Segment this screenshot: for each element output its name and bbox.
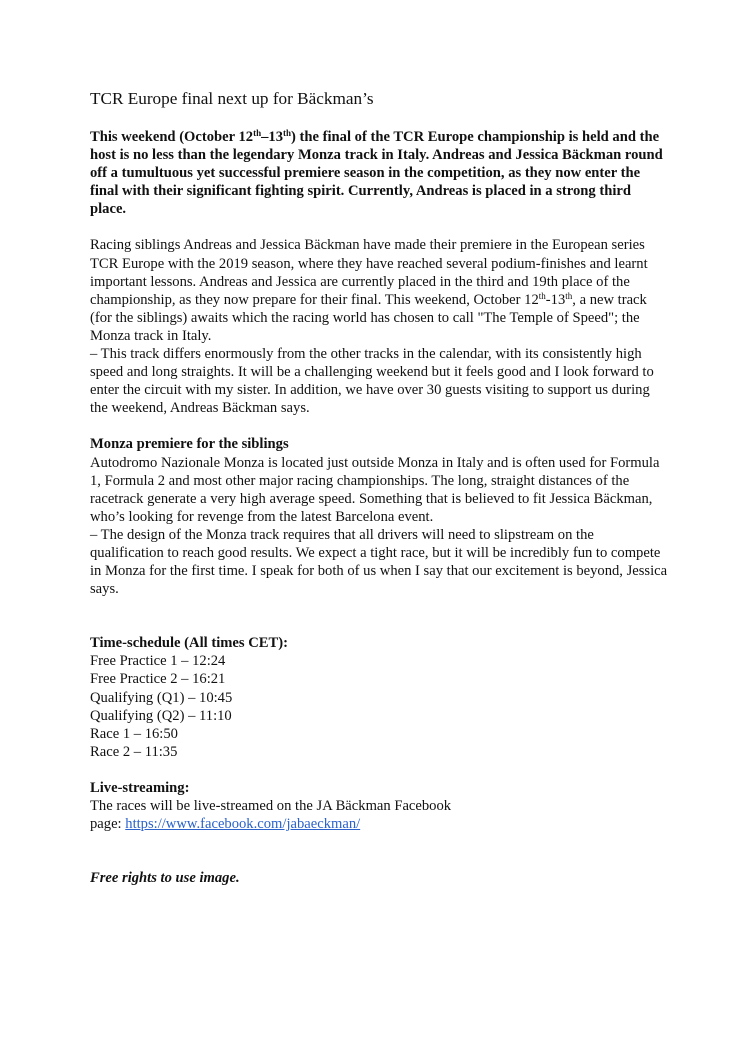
- streaming-line-1: The races will be live-streamed on the JA Bäckman Facebook: [90, 798, 452, 814]
- streaming-prefix: page:: [90, 816, 126, 833]
- intro-text-1: Racing siblings Andreas and Jessica Bäckman have made their premiere in the European series TCR Europe with the 2019 season, where they have reached several podium-finishes and learnt important lessons. Andreas and Jessica are currently placed in the third and 19th place of the championship, as they now prepare for their final. This weekend, October 12: [90, 237, 648, 308]
- intro-quote: – This track differs enormously from the other tracks in the calendar, with its consistently high speed and long straights. It will be a challenging weekend but it feels good and I look forward to enter the circuit with my sister. In addition, we have over 30 guests visiting to support us during the weekend, Andreas Bäckman says.: [90, 346, 654, 417]
- schedule-section: [90, 634, 670, 761]
- schedule-heading: Time-schedule (All times CET):: [90, 635, 288, 652]
- lead-text-3: ) the final of the TCR Europe championship is held and the host is no less than the legendary Monza track in Italy. Andreas and Jessica Bäckman round off a tumultuous yet successful premiere season in the competition, as they now enter the final with their significant fighting spirit. Currently, Andreas is placed in a strong third place.: [90, 129, 663, 218]
- lead-sup-1: th: [253, 128, 262, 138]
- facebook-link[interactable]: https://www.facebook.com/jabaeckman/: [125, 816, 361, 833]
- lead-text-1: This weekend (October 12: [90, 129, 254, 145]
- intro-section: [90, 236, 670, 417]
- intro-text-3: , a new track (for the siblings) awaits which the racing world has chosen to call "The Temple of Speed"; the Monza track in Italy.: [90, 291, 647, 344]
- lead-text-2: –13: [261, 129, 284, 145]
- schedule-item: Race 1 – 16:50: [90, 725, 178, 742]
- image-credit: Free rights to use image.: [90, 870, 240, 887]
- document-page: [90, 88, 670, 887]
- schedule-item: Free Practice 1 – 12:24: [90, 653, 226, 670]
- schedule-item: Qualifying (Q2) – 11:10: [90, 707, 232, 724]
- streaming-heading: Live-streaming:: [90, 779, 190, 796]
- schedule-item: Race 2 – 11:35: [90, 743, 178, 760]
- monza-text: Autodromo Nazionale Monza is located just outside Monza in Italy and is often used for Formula 1, Formula 2 and most other major racing championships. The long, straight distances of the racetrack generate a very high average speed. Something that is believed to fit Jessica Bäckman, who’s looking for revenge from the latest Barcelona event.: [90, 454, 660, 525]
- intro-paragraph: [90, 236, 670, 345]
- monza-quote: – The design of the Monza track requires that all drivers will need to slipstream on the qualification to reach good results. We expect a tight race, but it will be incredibly fun to compete in Monza for the first time. I speak for both of us when I say that our excitement is beyond, Jessica says.: [90, 526, 668, 598]
- monza-heading: Monza premiere for the siblings: [90, 436, 289, 453]
- intro-sup-1: th: [538, 290, 546, 301]
- lead-sup-2: th: [283, 128, 292, 138]
- schedule-item: Free Practice 2 – 16:21: [90, 671, 226, 688]
- monza-section: [90, 435, 670, 598]
- schedule-list: [90, 652, 670, 761]
- page-title: TCR Europe final next up for Bäckman’s: [90, 89, 374, 108]
- intro-text-2: -13: [545, 291, 566, 308]
- schedule-item: Qualifying (Q1) – 10:45: [90, 689, 233, 706]
- streaming-line-2: [90, 815, 670, 833]
- lead-paragraph: [90, 128, 670, 218]
- streaming-section: [90, 779, 670, 833]
- intro-sup-2: th: [565, 290, 573, 301]
